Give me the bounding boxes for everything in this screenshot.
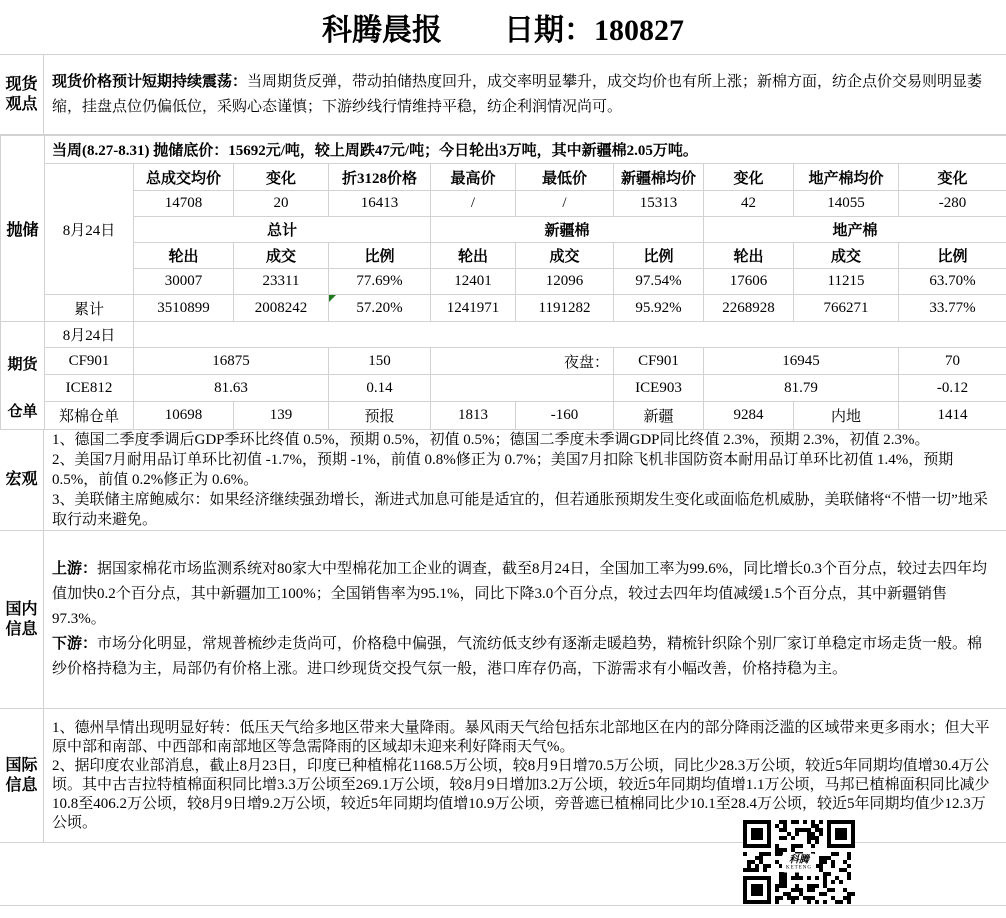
cum-local-traded: 766271 bbox=[794, 295, 899, 322]
upstream-text: 据国家棉花市场监测系统对80家大中型棉花加工企业的调查，截至8月24日，全国加工率为99.6%，同比增长0.3个百分点，较过去四年均值加快0.2个百分点，其中新疆加工100%；全国销售率为95.1%，同比下降3.0个百分点，较过去四年均值减缓1.5个百分点，其中新疆销售97.3%。 bbox=[52, 561, 988, 627]
reserve-note-row bbox=[1, 136, 1006, 164]
cf-night-contract-name: CF901 bbox=[614, 348, 704, 375]
col-header-high: 最高价 bbox=[431, 164, 516, 191]
qr-logo bbox=[782, 854, 816, 873]
cum-total-ratio: 57.20% bbox=[329, 295, 431, 322]
qr-logo-text: 科腾 bbox=[789, 854, 809, 866]
sub-header-local-traded: 成交 bbox=[794, 243, 899, 269]
night-session-label: 夜盘： bbox=[431, 348, 614, 375]
section-label-futures-warehouse bbox=[1, 322, 45, 430]
cum-xj-ratio: 95.92% bbox=[614, 295, 704, 322]
cf-price: 16875 bbox=[134, 348, 329, 375]
sub-header-xj-traded: 成交 bbox=[516, 243, 614, 269]
reserve-cumulative-row bbox=[1, 295, 1006, 322]
cf-contract-name: CF901 bbox=[45, 348, 134, 375]
ice-contract-name: ICE812 bbox=[45, 375, 134, 402]
cum-local-offered: 2268928 bbox=[704, 295, 794, 322]
ice-row-empty bbox=[431, 375, 614, 402]
macro-item-2: 2、美国7月耐用品订单环比初值 -1.7%，预期 -1%，前值 0.8%修正为 0.7%；美国7月扣除飞机非国防资本耐用品订单环比初值 1.4%，预期 0.5%，前值 0.2%修正为 0.6%。 bbox=[52, 452, 954, 488]
report-header bbox=[0, 0, 1006, 55]
spot-view-lead: 现货价格预计短期持续震荡： bbox=[52, 73, 248, 90]
value-change-1: 20 bbox=[234, 191, 329, 217]
reserve-price-header-row bbox=[1, 164, 1006, 191]
international-body bbox=[44, 709, 1006, 842]
domestic-body bbox=[44, 531, 1006, 708]
section-spot-view bbox=[0, 55, 1006, 135]
section-label-macro: 宏观 bbox=[0, 430, 44, 530]
warehouse-receipt-row bbox=[1, 402, 1006, 430]
reserve-price-value-row bbox=[1, 191, 1006, 217]
reserve-day-value-row bbox=[1, 269, 1006, 295]
cf-night-price: 16945 bbox=[704, 348, 899, 375]
warehouse-name: 郑棉仓单 bbox=[45, 402, 134, 430]
reserve-sub-header-row bbox=[1, 243, 1006, 269]
cum-local-ratio: 33.77% bbox=[899, 295, 1006, 322]
value-local-avg: 14055 bbox=[794, 191, 899, 217]
value-change-2: 42 bbox=[704, 191, 794, 217]
report-date: 日期：180827 bbox=[504, 14, 684, 47]
sub-header-xj-offered: 轮出 bbox=[431, 243, 516, 269]
section-domestic bbox=[0, 531, 1006, 709]
col-header-low: 最低价 bbox=[516, 164, 614, 191]
value-3128-price: 16413 bbox=[329, 191, 431, 217]
day-local-traded: 11215 bbox=[794, 269, 899, 295]
futures-ice-row bbox=[1, 375, 1006, 402]
macro-item-1: 1、德国二季度季调后GDP季环比终值 0.5%，预期 0.5%，初值 0.5%；德国二季度未季调GDP同比终值 2.3%，预期 2.3%，初值 2.3%。 bbox=[52, 432, 930, 448]
inland-count: 1414 bbox=[899, 402, 1006, 430]
day-xj-offered: 12401 bbox=[431, 269, 516, 295]
xinjiang-label: 新疆 bbox=[614, 402, 704, 430]
cf-change: 150 bbox=[329, 348, 431, 375]
ice-change: 0.14 bbox=[329, 375, 431, 402]
qr-logo-subtext: KETENG bbox=[786, 865, 812, 871]
day-xj-traded: 12096 bbox=[516, 269, 614, 295]
report-title: 科腾晨报 bbox=[322, 14, 442, 47]
section-label-spot: 现货观点 bbox=[0, 55, 44, 134]
international-item-2: 2、据印度农业部消息，截止8月23日，印度已种植棉花1168.5万公顷，较8月9日增70.5万公顷，同比少28.3万公顷，较近5年同期均值增30.4万公顷。其中古吉拉特植棉面积同比增3.3万公顷至269.1万公顷，较8月9日增加3.2万公顷，较近5年同期均值增1.1万公顷，马邦已植棉面积同比减少10.8至406.2万公顷，较8月9日增9.2万公顷，较近5年同期均值增10.9万公顷，旁普遮已植棉同比少10.1至28.4万公顷，较近5年同期均值少12.3万公顷。 bbox=[52, 757, 990, 831]
macro-body bbox=[44, 430, 1006, 530]
reserve-note: 当周(8.27-8.31) 抛储底价：15692元/吨，较上周跌47元/吨；今日轮出3万吨，其中新疆棉2.05万吨。 bbox=[45, 136, 1006, 164]
futures-date-row-empty bbox=[134, 322, 1006, 348]
ice-night-change: -0.12 bbox=[899, 375, 1006, 402]
section-label-international: 国际信息 bbox=[0, 709, 44, 842]
reserve-group-header-row bbox=[1, 217, 1006, 243]
qr-code bbox=[743, 820, 855, 906]
cum-total-offered: 3510899 bbox=[134, 295, 234, 322]
sub-header-local-ratio: 比例 bbox=[899, 243, 1006, 269]
col-header-xinjiang-avg: 新疆棉均价 bbox=[614, 164, 704, 191]
cum-xj-offered: 1241971 bbox=[431, 295, 516, 322]
inland-label: 内地 bbox=[794, 402, 899, 430]
cell-corner-marker bbox=[329, 295, 336, 302]
domestic-upstream bbox=[52, 557, 997, 632]
spot-view-paragraph bbox=[52, 70, 997, 120]
group-header-total: 总计 bbox=[134, 217, 431, 243]
day-total-ratio: 77.69% bbox=[329, 269, 431, 295]
value-xinjiang-avg: 15313 bbox=[614, 191, 704, 217]
ice-price: 81.63 bbox=[134, 375, 329, 402]
futures-date: 8月24日 bbox=[45, 322, 134, 348]
col-header-change-3: 变化 bbox=[899, 164, 1006, 191]
upstream-label: 上游： bbox=[52, 561, 98, 577]
domestic-downstream bbox=[52, 632, 997, 682]
section-international bbox=[0, 709, 1006, 843]
col-header-change-2: 变化 bbox=[704, 164, 794, 191]
spot-view-text: 当周期货反弹，带动拍储热度回升，成交率明显攀升，成交均价也有所上涨；新棉方面，纺企点价交易则明显萎缩，挂盘点位仍偏低位，采购心态谨慎；下游纱线行情维持平稳，纺企利润情况尚可。 bbox=[52, 73, 983, 115]
macro-item-3: 3、美联储主席鲍威尔：如果经济继续强劲增长，渐进式加息可能是适宜的，但若通胀预期发生变化或面临危机威胁，美联储将“不惜一切”地采取行动来避免。 bbox=[52, 492, 988, 528]
day-total-traded: 23311 bbox=[234, 269, 329, 295]
col-header-total-avg-price: 总成交均价 bbox=[134, 164, 234, 191]
value-low: / bbox=[516, 191, 614, 217]
downstream-text: 市场分化明显，常规普梳纱走货尚可，价格稳中偏强，气流纺低支纱有逐渐走暖趋势，精梳针织除个别厂家订单稳定市场走货一般。棉纱价格持稳为主，局部仍有价格上涨。进口纱现货交投气氛一般，港口库存仍高，下游需求有小幅改善，价格持稳为主。 bbox=[52, 636, 983, 677]
group-header-xinjiang: 新疆棉 bbox=[431, 217, 704, 243]
cum-total-traded: 2008242 bbox=[234, 295, 329, 322]
section-label-domestic: 国内信息 bbox=[0, 531, 44, 708]
spot-view-body bbox=[44, 55, 1006, 134]
reserve-date: 8月24日 bbox=[45, 164, 134, 295]
group-header-local: 地产棉 bbox=[704, 217, 1006, 243]
day-total-offered: 30007 bbox=[134, 269, 234, 295]
cf-night-change: 70 bbox=[899, 348, 1006, 375]
xinjiang-count: 9284 bbox=[704, 402, 794, 430]
warehouse-count: 10698 bbox=[134, 402, 234, 430]
forecast-count: 1813 bbox=[431, 402, 516, 430]
forecast-change: -160 bbox=[516, 402, 614, 430]
sub-header-total-ratio: 比例 bbox=[329, 243, 431, 269]
ice-night-price: 81.79 bbox=[704, 375, 899, 402]
day-xj-ratio: 97.54% bbox=[614, 269, 704, 295]
ice-night-contract-name: ICE903 bbox=[614, 375, 704, 402]
section-label-reserve: 抛储 bbox=[1, 136, 45, 322]
col-header-local-avg: 地产棉均价 bbox=[794, 164, 899, 191]
section-label-futures: 期货 bbox=[7, 357, 38, 373]
col-header-3128-price: 折3128价格 bbox=[329, 164, 431, 191]
sub-header-xj-ratio: 比例 bbox=[614, 243, 704, 269]
sub-header-total-offered: 轮出 bbox=[134, 243, 234, 269]
international-item-1: 1、德州旱情出现明显好转：低压天气给多地区带来大量降雨。暴风雨天气给包括东北部地区在内的部分降雨泛滥的区域带来更多雨水；但大平原中部和南部、中西部和南部地区等急需降雨的区域却未迎来利好降雨天气%。 bbox=[52, 719, 990, 755]
reserve-futures-table bbox=[0, 135, 1006, 430]
footer-divider bbox=[0, 905, 1006, 906]
value-change-3: -280 bbox=[899, 191, 1006, 217]
sub-header-local-offered: 轮出 bbox=[704, 243, 794, 269]
futures-date-row bbox=[1, 322, 1006, 348]
col-header-change-1: 变化 bbox=[234, 164, 329, 191]
section-label-warehouse: 仓单 bbox=[7, 404, 38, 420]
section-macro bbox=[0, 430, 1006, 531]
value-total-avg-price: 14708 bbox=[134, 191, 234, 217]
downstream-label: 下游： bbox=[52, 636, 98, 652]
forecast-label: 预报 bbox=[329, 402, 431, 430]
futures-cf-row bbox=[1, 348, 1006, 375]
day-local-offered: 17606 bbox=[704, 269, 794, 295]
cum-xj-traded: 1191282 bbox=[516, 295, 614, 322]
warehouse-change: 139 bbox=[234, 402, 329, 430]
cumulative-label: 累计 bbox=[45, 295, 134, 322]
value-high: / bbox=[431, 191, 516, 217]
day-local-ratio: 63.70% bbox=[899, 269, 1006, 295]
sub-header-total-traded: 成交 bbox=[234, 243, 329, 269]
